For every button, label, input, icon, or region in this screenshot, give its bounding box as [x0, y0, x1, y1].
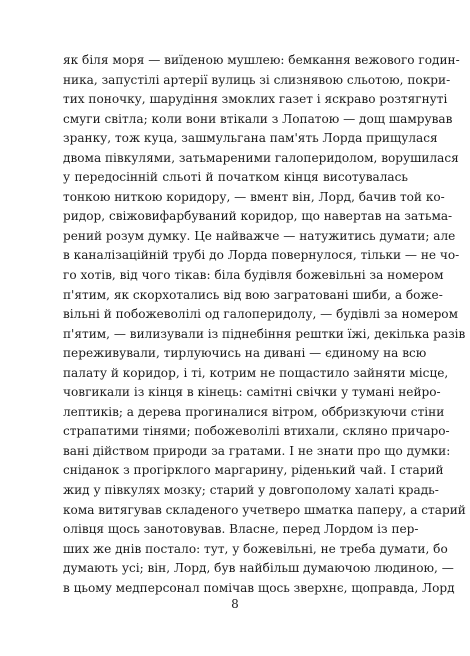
text-line: двома півкулями, затьмареними галоперидолом, ворушилася	[63, 150, 459, 165]
text-line: вані дійством природи за гратами. І не знати про що думки:	[63, 443, 451, 458]
text-line: палату й коридор, і ті, котрим не пощастило зайняти місце,	[63, 365, 449, 380]
text-line: вільні й побожеволілі од галоперидолу, — будівлі за номером	[63, 307, 458, 322]
text-line: п'ятим, — вилизували із піднебіння рештки їжі, декілька разів	[63, 326, 466, 341]
text-line: у передосінній сльоті й початком кінця висотувалась	[63, 170, 408, 185]
page-number: 8	[231, 597, 239, 611]
text-line: в каналізаційній трубі до Лорда повернулося, тільки — не чо-	[63, 248, 460, 263]
text-line: олівця щось занотовував. Власне, перед Лордом із пер-	[63, 522, 419, 537]
text-line: тонкою ниткою коридору, — вмент він, Лорд, бачив той ко-	[63, 189, 445, 204]
text-line: переживували, тирлуючись на дивані — єдиному на всю	[63, 346, 427, 361]
text-line: думають усі; він, Лорд, був найбільш думаючою людиною, —	[63, 561, 454, 576]
body-text	[63, 51, 466, 598]
text-line: ридор, свіжовифарбуваний коридор, що навертав на затьма-	[63, 209, 453, 224]
text-line: в цьому медперсонал помічав щось зверхнє, щоправда, Лорд	[63, 580, 455, 595]
text-line: ших же днів постало: тут, у божевільні, не треба думати, бо	[63, 541, 448, 556]
text-line: кома витягував складеного учетверо шматка паперу, а старий	[63, 502, 466, 517]
text-line: п'ятим, як скорхотались від вою загратовані шиби, а боже-	[63, 287, 443, 302]
text-line: сніданок з прогірклого маргарину, ріденький чай. І старий	[63, 463, 444, 478]
text-line: лептиків; а дерева прогиналися вітром, оббризкуючи стіни	[63, 404, 445, 419]
text-line: го хотів, від чого тікав: біла будівля божевільні за номером	[63, 268, 444, 283]
text-line: смуги світла; коли вони втікали з Лопатою — дощ шамрував	[63, 111, 453, 126]
text-line: як біля моря — виїденою мушлею: бемкання вежового годин-	[63, 53, 460, 67]
text-line: ника, запустілі артерії вулиць зі слизнявою сльотою, покри-	[63, 72, 451, 87]
text-line: човгикали із кінця в кінець: самітні свічки у тумані нейро-	[63, 385, 441, 400]
text-line: рений розум думку. Це найважче — натужитись думати; але	[63, 228, 456, 243]
text-line: жид у півкулях мозку; старий у довгополому халаті крадь-	[63, 483, 439, 498]
text-line: страпатими тінями; побожеволілі втихали, скляно причаро-	[63, 424, 450, 439]
text-line: тих поночку, шарудіння змоклих газет і яскраво розтягнуті	[63, 92, 448, 107]
text-line: зранку, тож куца, зашмульгана пам'ять Лорда прищулася	[63, 131, 438, 146]
